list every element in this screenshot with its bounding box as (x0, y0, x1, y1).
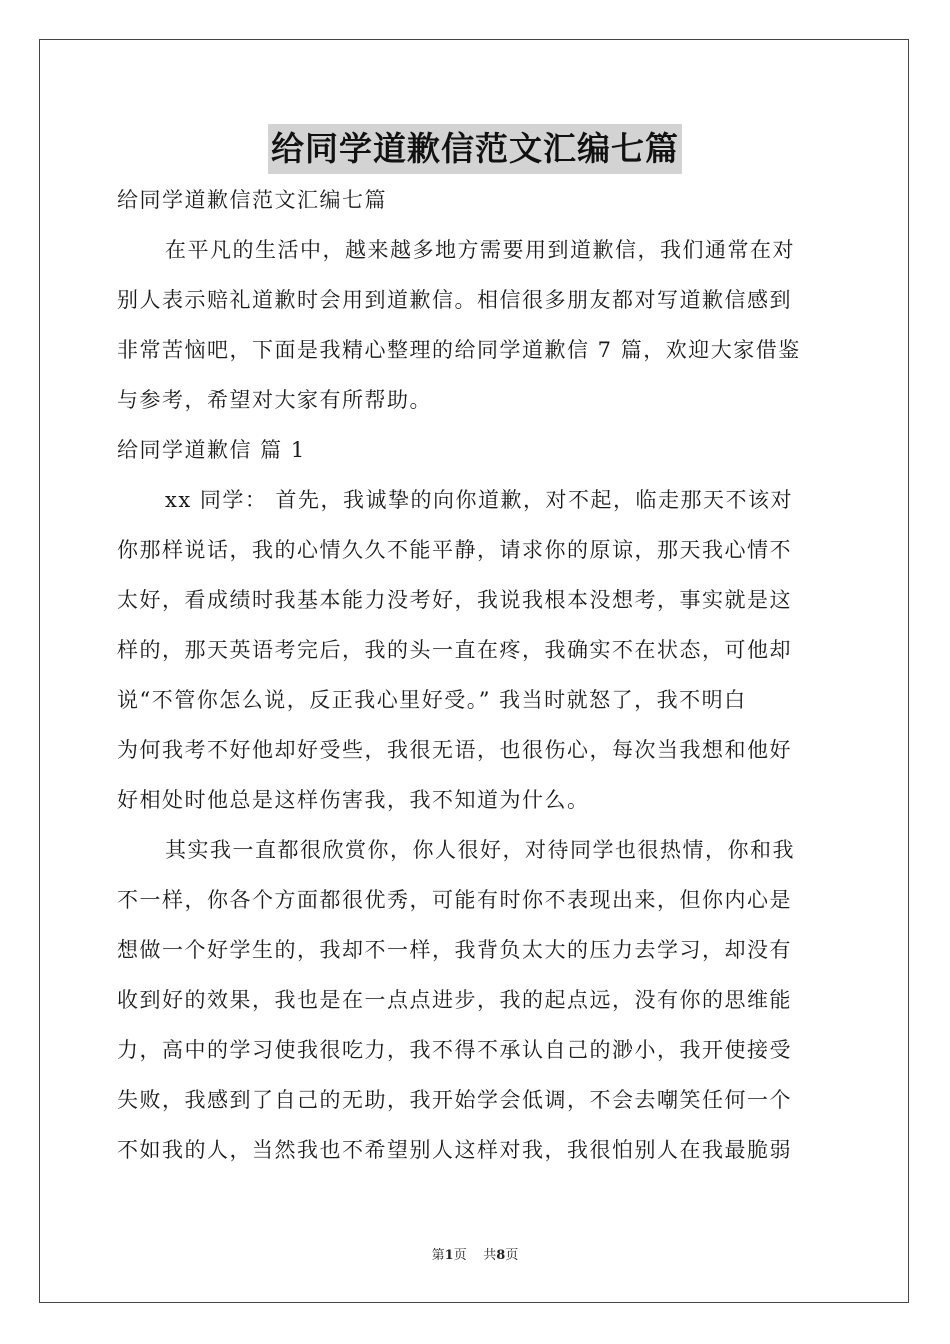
paragraph-line: 好相处时他总是这样伤害我，我不知道为什么。 (117, 788, 590, 812)
paragraph-line: 不一样，你各个方面都很优秀，可能有时你不表现出来，但你内心是 (117, 888, 792, 912)
footer-page-unit: 页 (453, 1248, 467, 1263)
paragraph-line: 太好，看成绩时我基本能力没考好，我说我根本没想考，事实就是这 (117, 588, 792, 612)
paragraph-line: 失败，我感到了自己的无助，我开始学会低调，不会去嘲笑任何一个 (117, 1088, 792, 1112)
footer-page-total: 8 (496, 1248, 506, 1263)
paragraph-line: 样的，那天英语考完后，我的头一直在疼，我确实不在状态，可他却 (117, 638, 792, 662)
paragraph-line: 其实我一直都很欣赏你，你人很好，对待同学也很热情，你和我 (165, 838, 795, 862)
paragraph-line: 别人表示赔礼道歉时会用到道歉信。相信很多朋友都对写道歉信感到 (117, 288, 792, 312)
paragraph-line: 与参考，希望对大家有所帮助。 (117, 388, 432, 412)
paragraph-line: 为何我考不好他却好受些，我很无语，也很伤心，每次当我想和他好 (117, 738, 792, 762)
paragraph-line: 非常苦恼吧，下面是我精心整理的给同学道歉信 7 篇，欢迎大家借鉴 (117, 338, 801, 362)
paragraph-line: xx 同学： 首先，我诚挚的向你道歉，对不起，临走那天不该对 (165, 488, 794, 512)
paragraph-line: 想做一个好学生的，我却不一样，我背负太大的压力去学习，却没有 (117, 938, 792, 962)
document-title: 给同学道歉信范文汇编七篇 (268, 124, 682, 174)
document-body (117, 175, 833, 1175)
footer-page-current: 1 (444, 1248, 454, 1263)
paragraph-line: 力，高中的学习使我很吃力，我不得不承认自己的渺小，我开使接受 (117, 1038, 792, 1062)
paragraph-line: 收到好的效果，我也是在一点点进步，我的起点远，没有你的思维能 (117, 988, 792, 1012)
paragraph-line: 你那样说话，我的心情久久不能平静，请求你的原谅，那天我心情不 (117, 538, 792, 562)
section-heading: 给同学道歉信 篇 1 (117, 438, 306, 462)
paragraph-line: 在平凡的生活中，越来越多地方需要用到道歉信，我们通常在对 (165, 238, 795, 262)
footer-page-label: 第 (431, 1248, 445, 1263)
paragraph-line: 不如我的人，当然我也不希望别人这样对我，我很怕别人在我最脆弱 (117, 1138, 792, 1162)
subtitle-line: 给同学道歉信范文汇编七篇 (117, 188, 387, 212)
page-footer (0, 1244, 950, 1263)
title-area (0, 124, 950, 174)
footer-total-unit: 页 (505, 1248, 519, 1263)
paragraph-line: 说“不管你怎么说，反正我心里好受。” 我当时就怒了，我不明白 (117, 688, 747, 712)
footer-total-label: 共 (483, 1248, 497, 1263)
